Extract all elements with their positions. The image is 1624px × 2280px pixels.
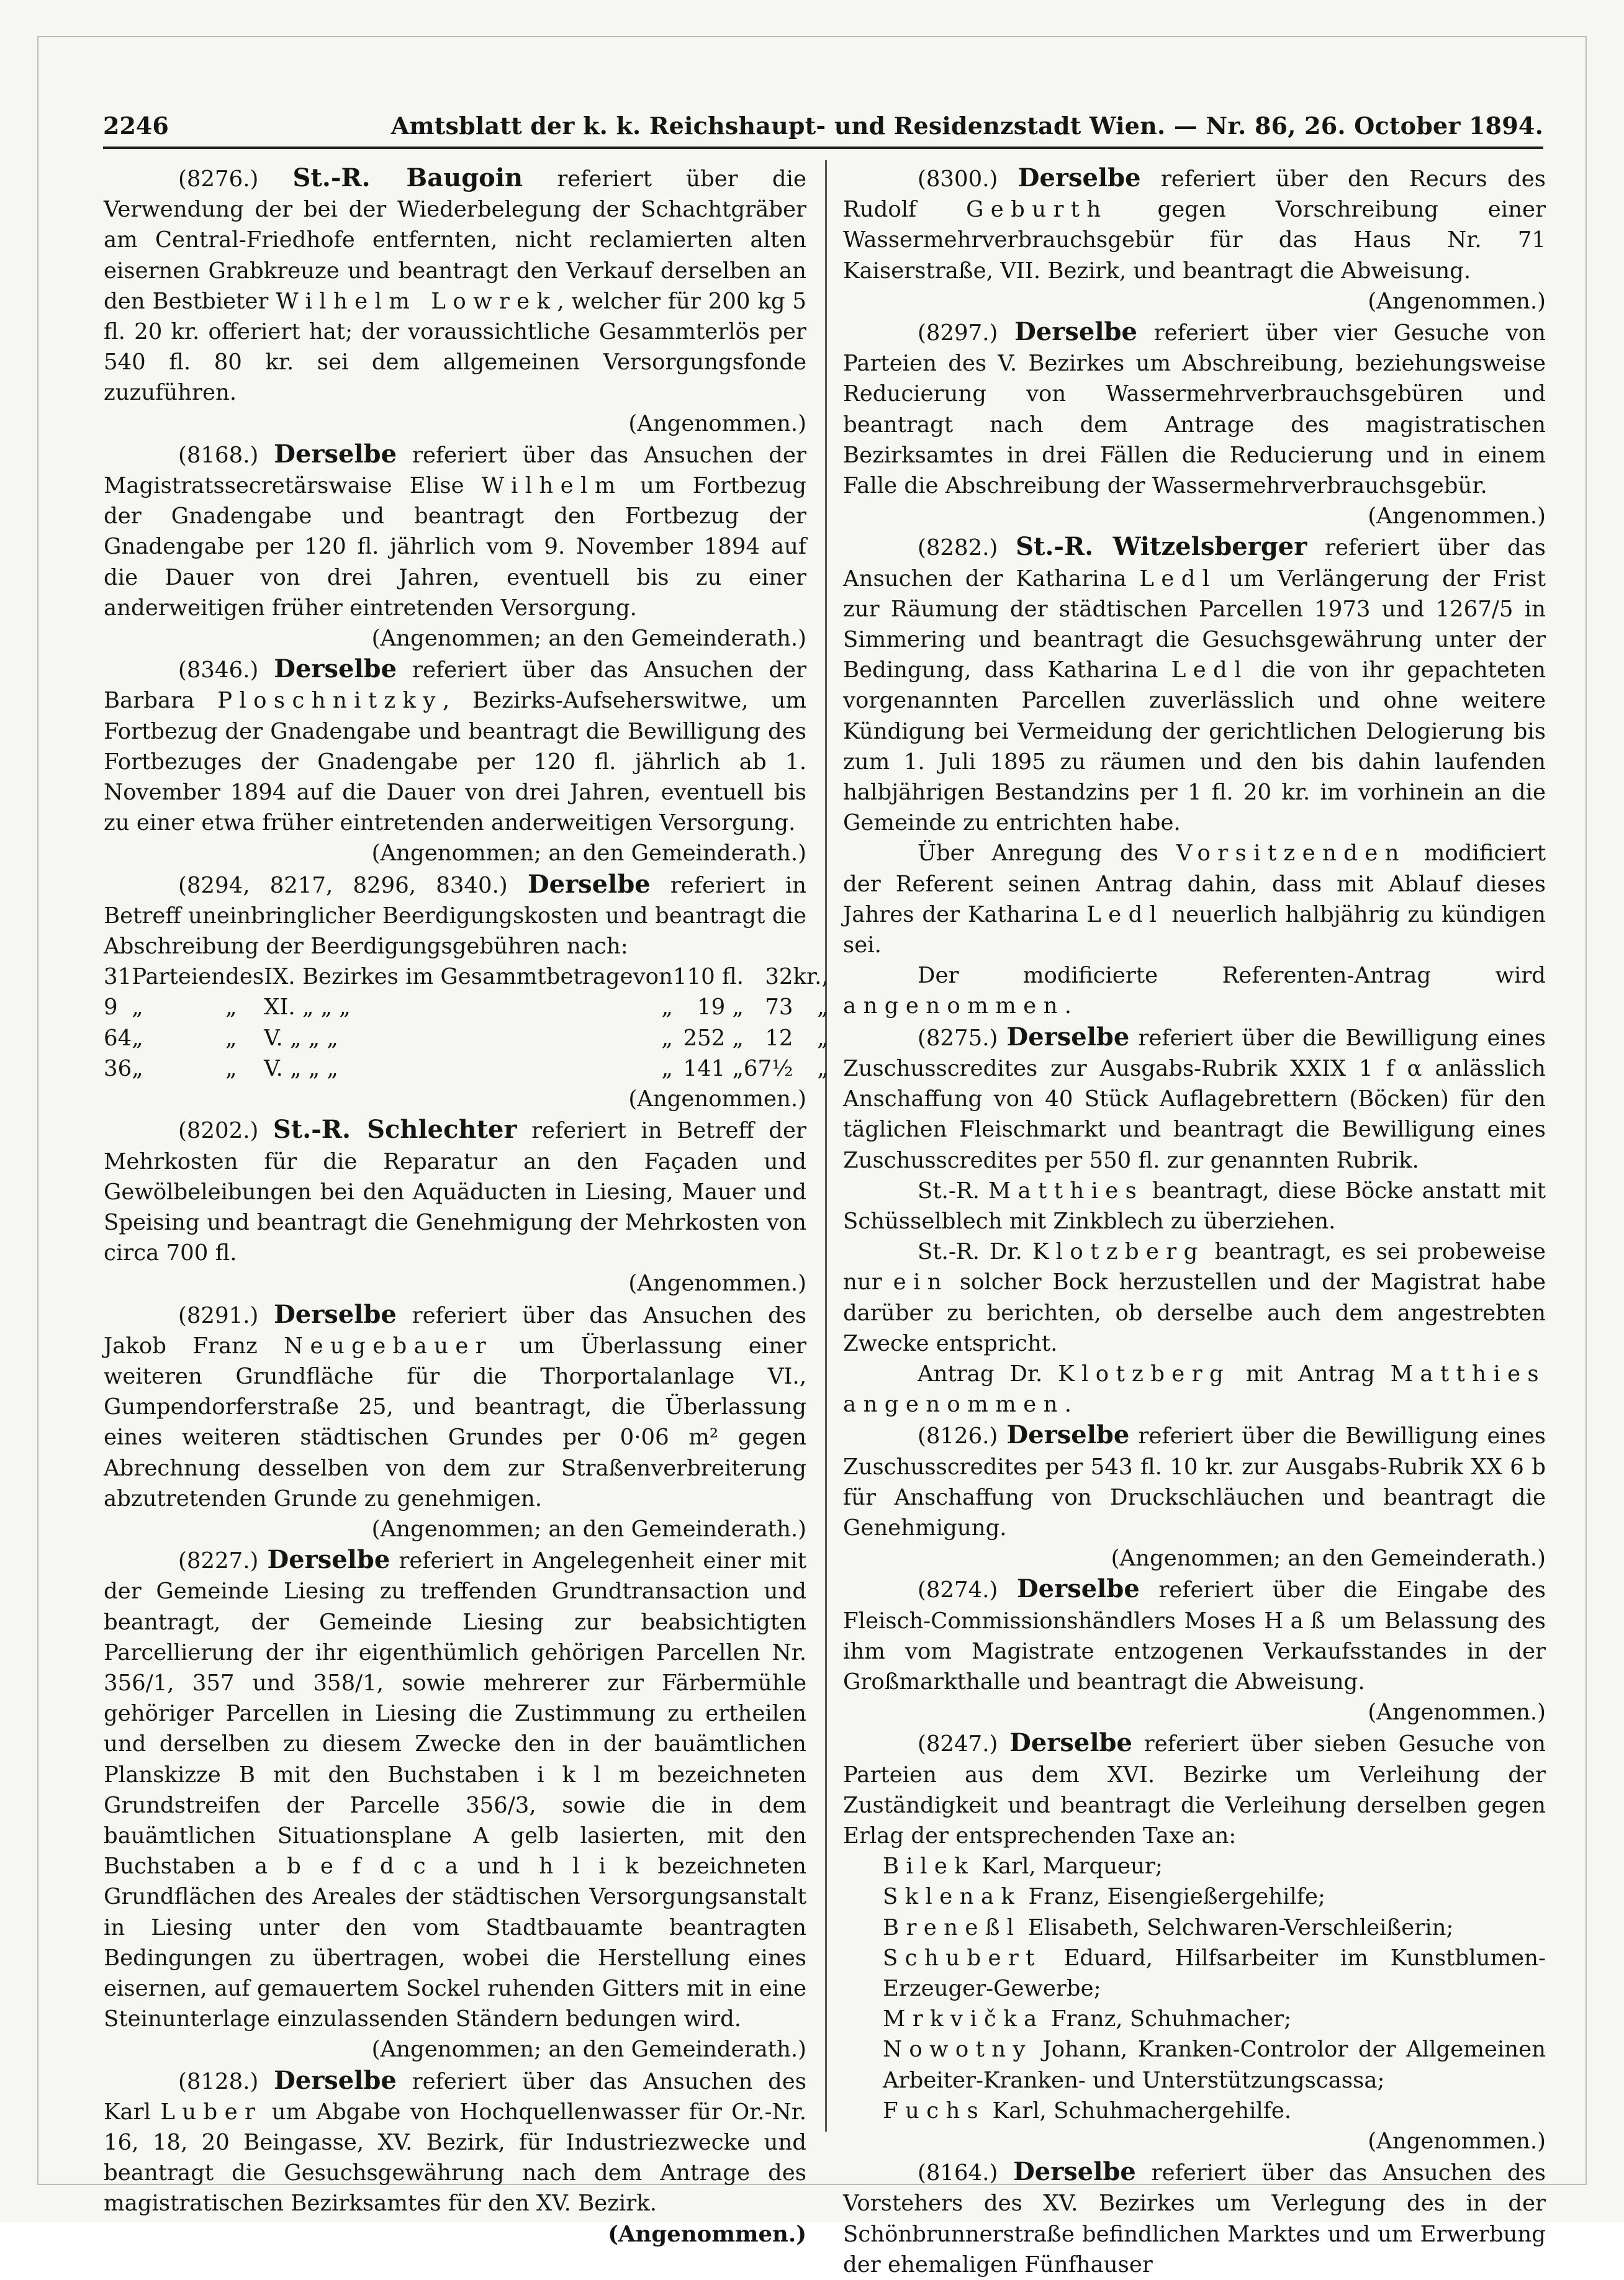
- list-item: Sklenak Franz, Eisengießergehilfe;: [883, 1884, 1326, 1910]
- result: (Angenommen.): [628, 1086, 806, 1112]
- page-number: 2246: [103, 112, 169, 140]
- left-column: [104, 163, 829, 2247]
- table-row: 9 „ „ XI. „ „ „ „ 19 „ 73 „: [104, 994, 829, 1021]
- table-row: 31 Parteien des IX. Bezirkes im Gesammtbetrage von 110 fl. 32 kr.,: [104, 964, 829, 990]
- entry-8164: (8164.) Derselbe referiert über das Ansuchen des Vorstehers des XV. Bezirkes um Verlegung des in der Schönbrunnerstraße befindlichen Marktes und um Erwerbung der ehemaligen Fünfhauser: [843, 2157, 1546, 2278]
- table-row: 36 „ „ V. „ „ „ „ 141 „ 67½ „: [104, 1055, 829, 1081]
- result: (Angenommen.): [1368, 2129, 1546, 2154]
- right-column: [843, 163, 1546, 2278]
- result: (Angenommen.): [1368, 288, 1546, 314]
- entry-8126: (8126.) Derselbe referiert über die Bewilligung eines Zuschusscredites per 543 fl. 10 kr. zur Ausgabs-Rubrik XX 6 b für Anschaffung von Druckschläuchen und beantragt die Genehmigung. (Angenommen; an den Gemeinderath.): [843, 1420, 1546, 1574]
- paragraph-matthies: St.-R. Matthies beantragt, diese Böcke anstatt mit Schüsselblech mit Zinkblech zu überziehen.: [843, 1178, 1546, 1234]
- running-title: Amtsblatt der k. k. Reichshaupt- und Residenzstadt Wien. — Nr. 86, 26. October 1894.: [390, 112, 1543, 140]
- list-item: Mrkvička Franz, Schuhmacher;: [883, 2006, 1292, 2032]
- entry-8202: (8202.) St.-R. Schlechter referiert in Betreff der Mehrkosten für die Reparatur an den Façaden und Gewölbeleibungen bei den Aquäducten in Liesing, Mauer und Speising und beantragt die Genehmigung der Mehrkosten von circa 700 fl. (Angenommen.): [104, 1114, 806, 1299]
- list-item: Nowotny Johann, Kranken-Controlor der Allgemeinen Arbeiter-Kranken- und Unterstützungscassa;: [883, 2037, 1546, 2093]
- entry-8227: (8227.) Derselbe referiert in Angelegenheit einer mit der Gemeinde Liesing zu treffenden Grundtransaction und beantragt, der Gemeinde Liesing zur beabsichtigten Parcellierung der ihr eigenthümlich gehörigen Parcellen Nr. 356/1, 357 und 358/1, sowie mehrerer zur Färbermühle gehöriger Parcellen in Liesing die Zustimmung zu ertheilen und derselben zu diesem Zwecke den in der bauämtlichen Planskizze B mit den Buchstaben i k l m bezeichneten Grundstreifen der Parcelle 356/3, sowie die in dem bauämtlichen Situationsplane A gelb lasierten, mit den Buchstaben a b e f d c a und h l i k bezeichneten Grundflächen des Areales der städtischen Versorgungsanstalt in Liesing unter den vom Stadtbauamte beantragten Bedingungen zu übertragen, wobei die Herstellung eines eisernen, auf gemauertem Sockel ruhenden Gitters mit in eine Steinunterlage einzulassenden Ständern bedungen wird. (Angenommen; an den Gemeinderath.): [104, 1544, 806, 2065]
- paragraph-klotzberg: St.-R. Dr. Klotzberg beantragt, es sei probeweise nur ein solcher Bock herzustellen und der Magistrat habe darüber zu berichten, ob derselbe auch dem angestrebten Zwecke entspricht.: [843, 1239, 1546, 1356]
- result: (Angenommen; an den Gemeinderath.): [371, 1516, 806, 1542]
- entry-8294-result: [104, 1084, 806, 1114]
- header-rule: [103, 146, 1543, 149]
- entry-8128: (8128.) Derselbe referiert über das Ansuchen des Karl Luber um Abgabe von Hochquellenwasser für Or.-Nr. 16, 18, 20 Beingasse, XV. Bezirk, für Industriezwecke und beantragt die Gesuchsgewährung nach dem Antrage des magistratischen Bezirksamtes für den XV. Bezirk. (Angenommen.): [104, 2065, 806, 2250]
- entry-8247: (8247.) Derselbe referiert über sieben Gesuche von Parteien aus dem XVI. Bezirke um Verleihung der Zuständigkeit und beantragt die Verleihung derselben gegen Erlag der entsprechenden Taxe an:: [843, 1728, 1546, 1849]
- list-item: Fuchs Karl, Schuhmachergehilfe. (Angenommen.): [843, 2096, 1546, 2156]
- list-item: Breneßl Elisabeth, Selchwaren-Verschleißerin;: [883, 1914, 1454, 1940]
- list-item: Schubert Eduard, Hilfsarbeiter im Kunstblumen-Erzeuger-Gewerbe;: [883, 1945, 1546, 2001]
- entry-8291: (8291.) Derselbe referiert über das Ansuchen des Jakob Franz Neugebauer um Überlassung einer weiteren Grundfläche für die Thorportalanlage VI., Gumpendorferstraße 25, und beantragt, die Überlassung eines weiteren städtischen Grundes per 0·06 m² gegen Abrechnung desselben von dem zur Straßenverbreiterung abzutretenden Grunde zu genehmigen. (Angenommen; an den Gemeinderath.): [104, 1299, 806, 1545]
- page-header: [103, 107, 1543, 145]
- entry-8168: (8168.) Derselbe referiert über das Ansuchen der Magistratssecretärswaise Elise Wilhelm um Fortbezug der Gnadengabe und beantragt den Fortbezug der Gnadengabe per 120 fl. jährlich vom 9. November 1894 auf die Dauer von drei Jahren, eventuell bis zu einer anderweitigen früher eintretenden Versorgung. (Angenommen; an den Gemeinderath.): [104, 439, 806, 654]
- entry-8294: (8294, 8217, 8296, 8340.) Derselbe referiert in Betreff uneinbringlicher Beerdigungskosten und beantragt die Abschreibung der Beerdigungsgebühren nach:: [104, 869, 806, 960]
- list-item: Bilek Karl, Marqueur;: [883, 1854, 1163, 1880]
- paragraph-modified-motion: Der modificierte Referenten-Antrag wird angenommen.: [843, 963, 1546, 1019]
- result: (Angenommen; an den Gemeinderath.): [371, 840, 806, 867]
- entry-8282: (8282.) St.-R. Witzelsberger referiert über das Ansuchen der Katharina Ledl um Verlängerung der Frist zur Räumung der städtischen Parcellen 1973 und 1267/5 in Simmering und beantragt die Gesuchsgewährung unter der Bedingung, dass Katharina Ledl die von ihr gepachteten vorgenannten Parcellen zuverlässlich und ohne weitere Kündigung bei Vermeidung der gerichtlichen Delogierung bis zum 1. Juli 1895 zu räumen und den bis dahin laufenden halbjährigen Bestandzins per 1 fl. 20 kr. im vorhinein an die Gemeinde zu entrichten habe.: [843, 532, 1546, 836]
- result: (Angenommen.): [628, 410, 806, 436]
- entry-8297: (8297.) Derselbe referiert über vier Gesuche von Parteien des V. Bezirkes um Abschreibung, beziehungsweise Reducierung von Wassermehrverbrauchsgebüren und beantragt nach dem Antrage des magistratischen Bezirksamtes in drei Fällen die Reducierung und in einem Falle die Abschreibung der Wassermehrverbrauchsgebür. (Angenommen.): [843, 317, 1546, 531]
- result: (Angenommen; an den Gemeinderath.): [1111, 1546, 1546, 1572]
- burial-costs-table: [104, 962, 829, 1084]
- result: (Angenommen; an den Gemeinderath.): [371, 2037, 806, 2063]
- entry-8276: (8276.) St.-R. Baugoin referiert über die Verwendung der bei der Wiederbelegung der Schachtgräber am Central-Friedhofe entfernten, nicht reclamierten alten eisernen Grabkreuze und beantragt den Verkauf derselben an den Bestbieter Wilhelm Lowrek, welcher für 200 kg 5 fl. 20 kr. offeriert hat; der voraussichtliche Gesammterlös per 540 fl. 80 kr. sei dem allgemeinen Versorgungsfonde zuzuführen. (Angenommen.): [104, 163, 806, 439]
- entry-8300: (8300.) Derselbe referiert über den Recurs des Rudolf Geburth gegen Vorschreibung einer Wassermehrverbrauchsgebür für das Haus Nr. 71 Kaiserstraße, VII. Bezirk, und beantragt die Abweisung. (Angenommen.): [843, 163, 1546, 317]
- result: (Angenommen.): [608, 2221, 806, 2247]
- paragraph-antrag: Antrag Dr. Klotzberg mit Antrag Matthies angenommen.: [843, 1361, 1546, 1418]
- result: (Angenommen.): [628, 1271, 806, 1297]
- paragraph-vorsitzender: Über Anregung des Vorsitzenden modificiert der Referent seinen Antrag dahin, dass mit Ablauf dieses Jahres der Katharina Ledl neuerlich halbjährig zu kündigen sei.: [843, 840, 1546, 958]
- entry-8274: (8274.) Derselbe referiert über die Eingabe des Fleisch-Commissionshändlers Moses Haß um Belassung des ihm vom Magistrate entzogenen Verkaufsstandes in der Großmarkthalle und beantragt die Abweisung. (Angenommen.): [843, 1574, 1546, 1728]
- result: (Angenommen.): [1368, 1700, 1546, 1726]
- result: (Angenommen.): [1368, 503, 1546, 529]
- entry-8346: (8346.) Derselbe referiert über das Ansuchen der Barbara Ploschnitzky, Bezirks-Aufseherswitwe, um Fortbezug der Gnadengabe und beantragt die Bewilligung des Fortbezuges der Gnadengabe per 120 fl. jährlich ab 1. November 1894 auf die Dauer von drei Jahren, eventuell bis zu einer etwa früher eintretenden anderweitigen Versorgung. (Angenommen; an den Gemeinderath.): [104, 654, 806, 868]
- table-row: 64 „ „ V. „ „ „ „ 252 „ 12 „: [104, 1025, 829, 1051]
- result: (Angenommen; an den Gemeinderath.): [371, 626, 806, 652]
- entry-8275: (8275.) Derselbe referiert über die Bewilligung eines Zuschusscredites zur Ausgabs-Rubrik XXIX 1 f α anlässlich Anschaffung von 40 Stück Auflagebrettern (Böcken) für den täglichen Fleischmarkt und beantragt die Bewilligung eines Zuschusscredites per 550 fl. zur genannten Rubrik.: [843, 1022, 1546, 1173]
- column-divider: [825, 160, 827, 2132]
